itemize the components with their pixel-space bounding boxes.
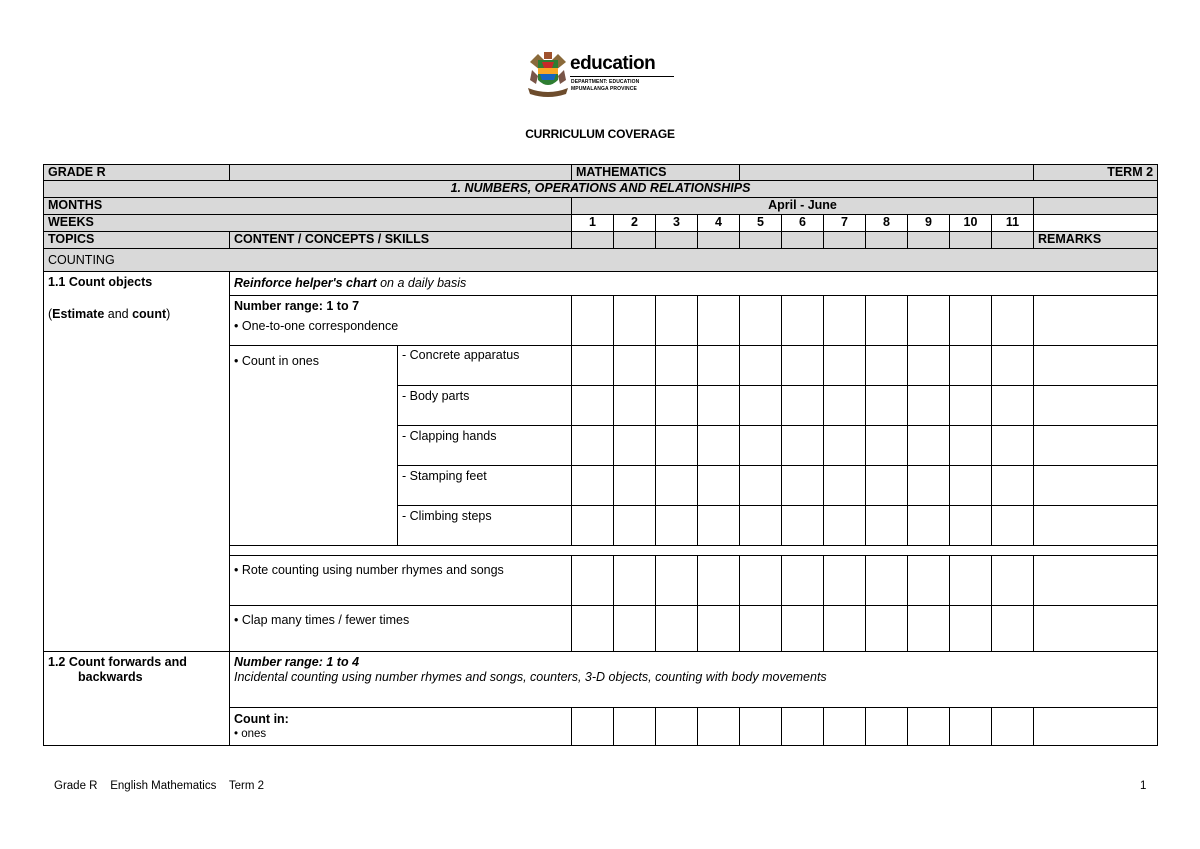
one-to-one-item: • One-to-one correspondence [234, 319, 399, 333]
week-number: 1 [572, 215, 614, 232]
rote-item: • Rote counting using number rhymes and songs [230, 556, 572, 606]
week-number: 9 [908, 215, 950, 232]
page-number: 1 [1140, 780, 1147, 792]
months-row [44, 198, 1158, 215]
logo-divider [570, 76, 674, 77]
topic2-title: 1.2 Count forwards and [48, 655, 187, 669]
header-spacer [740, 165, 1034, 181]
topic1-subtitle: (Estimate and count) [48, 307, 171, 321]
week-number: 2 [614, 215, 656, 232]
header-row [44, 165, 1158, 181]
counting-row [44, 249, 1158, 272]
topic2-title-cont: backwards [78, 670, 143, 684]
months-remarks-blank [1034, 198, 1158, 215]
week-number: 4 [698, 215, 740, 232]
counting-strand: COUNTING [44, 249, 1158, 272]
count-in-cell [230, 708, 572, 746]
count-in-ones-cell: • Count in ones [230, 346, 398, 546]
reinforce-note: Reinforce helper's chart on a daily basis [230, 272, 1158, 296]
footer-text: Grade R English Mathematics Term 2 [54, 780, 265, 792]
week-number: 7 [824, 215, 866, 232]
logo-wordmark: education [570, 53, 656, 74]
range-cell [230, 296, 572, 346]
document-title: CURRICULUM COVERAGE [525, 127, 675, 141]
topic2-incidental: Incidental counting using number rhymes and songs, counters, 3-D objects, counting with body movements [234, 670, 827, 684]
apparatus-item: - Body parts [398, 386, 572, 426]
apparatus-item: - Concrete apparatus [398, 346, 572, 386]
apparatus-item: - Climbing steps [398, 506, 572, 546]
section-row [44, 181, 1158, 198]
topic1-cell [44, 272, 230, 652]
topic2-range-row [44, 652, 1158, 708]
topic1-reinforce-row [44, 272, 1158, 296]
weeks-remarks-blank [1034, 215, 1158, 232]
count-in-ones: • ones [234, 728, 267, 740]
months-label: MONTHS [44, 198, 572, 215]
remarks-header: REMARKS [1034, 232, 1158, 249]
clap-item: • Clap many times / fewer times [230, 606, 572, 652]
subject-cell: MATHEMATICS [572, 165, 740, 181]
topic1-range: Number range: 1 to 7 [234, 299, 360, 313]
curriculum-table [43, 164, 1158, 746]
weeks-row [44, 215, 1158, 232]
apparatus-item: - Clapping hands [398, 426, 572, 466]
grade-cell: GRADE R [44, 165, 230, 181]
column-headers-row [44, 232, 1158, 249]
apparatus-item: - Stamping feet [398, 466, 572, 506]
topic2-cell [44, 652, 230, 746]
education-logo [526, 50, 678, 100]
topic2-range-cell [230, 652, 1158, 708]
section-title: 1. NUMBERS, OPERATIONS AND RELATIONSHIPS [44, 181, 1158, 198]
logo-province: MPUMALANGA PROVINCE [571, 86, 637, 92]
count-in-label: Count in: [234, 712, 289, 726]
header-spacer [230, 165, 572, 181]
week-number: 3 [656, 215, 698, 232]
topics-header: TOPICS [44, 232, 230, 249]
week-number: 5 [740, 215, 782, 232]
week-number: 6 [782, 215, 824, 232]
topic2-range: Number range: 1 to 4 [234, 655, 360, 669]
week-number: 10 [950, 215, 992, 232]
weeks-label: WEEKS [44, 215, 572, 232]
coat-of-arms-icon [526, 50, 570, 100]
topic1-title: 1.1 Count objects [48, 275, 153, 289]
logo-department: DEPARTMENT: EDUCATION [571, 79, 640, 85]
week-number: 11 [992, 215, 1034, 232]
week-number: 8 [866, 215, 908, 232]
months-value: April - June [572, 198, 1034, 215]
content-header: CONTENT / CONCEPTS / SKILLS [230, 232, 572, 249]
term-cell: TERM 2 [1034, 165, 1158, 181]
